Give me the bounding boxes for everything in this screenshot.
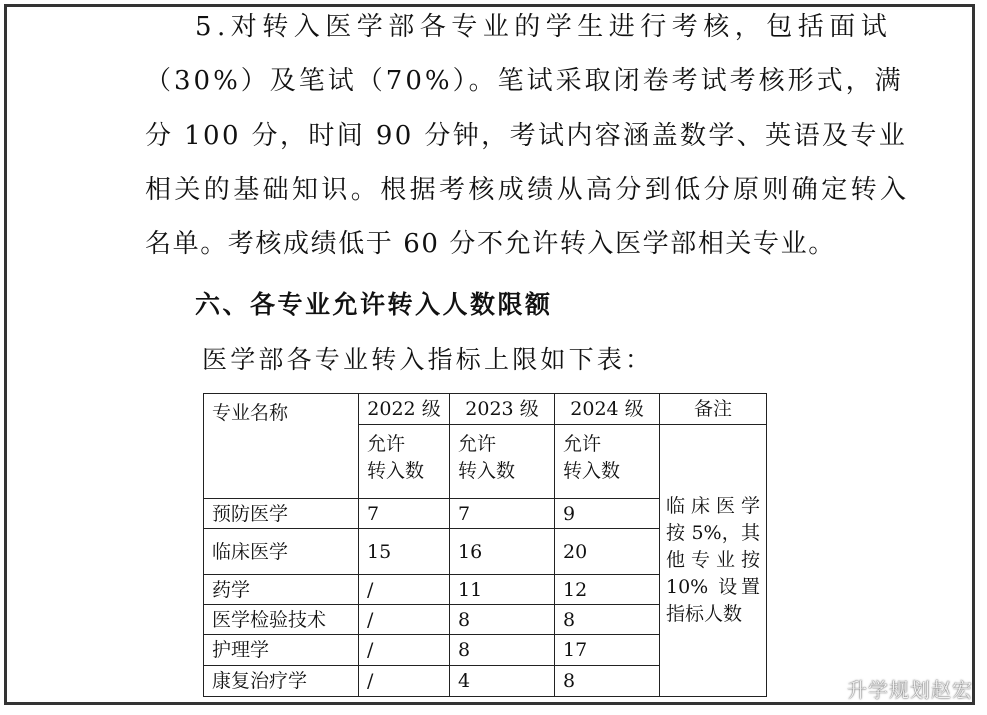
- paragraph-line-5: 名单。考核成绩低于 60 分不允许转入医学部相关专业。: [145, 229, 836, 259]
- quota-2022: /: [359, 605, 450, 635]
- year-header-2023: 2023 级: [450, 394, 555, 425]
- quota-2024: 8: [555, 666, 660, 697]
- quota-2022: /: [359, 575, 450, 605]
- intro-text: 医学部各专业转入指标上限如下表：: [202, 345, 654, 374]
- paragraph-line-2: （30%）及笔试（70%）。笔试采取闭卷考试考核形式，满: [145, 66, 904, 96]
- allowed-transfer-header-2024: 允许 转入数: [555, 425, 660, 499]
- major-name: 预防医学: [204, 499, 359, 529]
- quota-2024: 8: [555, 605, 660, 635]
- quota-2024: 9: [555, 499, 660, 529]
- allowed-transfer-header-2022: 允许 转入数: [359, 425, 450, 499]
- major-name: 医学检验技术: [204, 605, 359, 635]
- paragraph-line-3: 分 100 分，时间 90 分钟，考试内容涵盖数学、英语及专业: [145, 121, 908, 151]
- major-name: 康复治疗学: [204, 666, 359, 697]
- quota-2023: 16: [450, 529, 555, 575]
- quota-2023: 8: [450, 635, 555, 666]
- quota-2023: 4: [450, 666, 555, 697]
- note-header: 备注: [660, 394, 767, 425]
- quota-2022: /: [359, 635, 450, 666]
- major-name-header: 专业名称: [204, 394, 359, 499]
- quota-2024: 17: [555, 635, 660, 666]
- major-name: 护理学: [204, 635, 359, 666]
- paragraph-line-4: 相关的基础知识。根据考核成绩从高分到低分原则确定转入: [145, 175, 910, 205]
- major-name: 临床医学: [204, 529, 359, 575]
- table-header-row: [204, 394, 767, 425]
- section-heading: 六、各专业允许转入人数限额: [195, 290, 553, 319]
- quota-2024: 12: [555, 575, 660, 605]
- quota-2022: /: [359, 666, 450, 697]
- allowed-transfer-header-2023: 允许 转入数: [450, 425, 555, 499]
- quota-2023: 7: [450, 499, 555, 529]
- quota-2024: 20: [555, 529, 660, 575]
- quota-2022: 15: [359, 529, 450, 575]
- quota-2022: 7: [359, 499, 450, 529]
- quota-2023: 11: [450, 575, 555, 605]
- paragraph-line-1: 5.对转入医学部各专业的学生进行考核，包括面试: [195, 12, 893, 42]
- year-header-2022: 2022 级: [359, 394, 450, 425]
- year-header-2024: 2024 级: [555, 394, 660, 425]
- major-name: 药学: [204, 575, 359, 605]
- quota-table: [203, 393, 767, 697]
- note-cell: 临床医学按 5%，其他专业按 10% 设置指标人数: [660, 425, 767, 697]
- quota-2023: 8: [450, 605, 555, 635]
- watermark: 升学规划赵宏: [847, 678, 973, 702]
